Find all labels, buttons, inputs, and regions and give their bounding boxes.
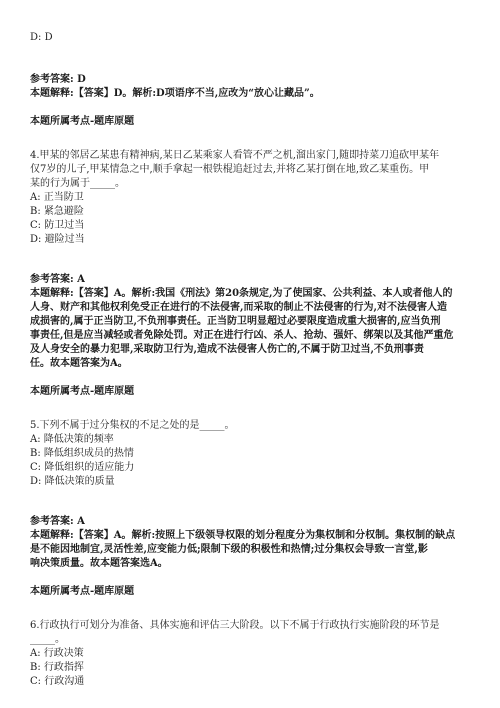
q4-explanation-line-1: 本题解释:【答案】A。解析:我国《刑法》第20条规定,为了使国家、公共利益、本人或者他人的 [30, 288, 453, 299]
q4-stem-line-1: 4.甲某的邻居乙某患有精神病,某日乙某乘家人看管不严之机,溜出家门,随即持菜刀追砍甲某年 [30, 150, 440, 161]
q4-option-b: B: 紧急避险 [30, 206, 84, 217]
q4-kaodian: 本题所属考点-题库原题 [30, 386, 135, 397]
q4-explanation-line-3: 成损害的,属于正当防卫,不负刑事责任。正当防卫明显超过必要限度造成重大损害的,应当负刑 [30, 316, 441, 327]
prev-kaodian: 本题所属考点-题库原题 [30, 116, 135, 127]
q5-option-d: D: 降低决策的质量 [30, 476, 115, 487]
q6-stem-line-2: _____。 [30, 634, 65, 645]
q4-explanation-line-5: 及人身安全的暴力犯罪,采取防卫行为,造成不法侵害人伤亡的,不属于防卫过当,不负刑事责 [30, 344, 424, 355]
q4-option-c: C: 防卫过当 [30, 220, 85, 231]
q5-explanation-line-3: 响决策质量。故本题答案选A。 [30, 558, 168, 569]
q4-stem-line-3: 某的行为属于_____。 [30, 178, 125, 189]
q6-stem-line-1: 6.行政执行可划分为准备、具体实施和评估三大阶段。以下不属于行政执行实施阶段的环节是 [30, 620, 440, 631]
q5-option-c: C: 降低组织的适应能力 [30, 462, 135, 473]
q4-explanation-line-2: 人身、财产和其他权利免受正在进行的不法侵害,而采取的制止不法侵害的行为,对不法侵害人造 [30, 302, 447, 313]
q4-answer: 参考答案: A [30, 274, 85, 285]
q4-explanation-line-6: 任。故本题答案为A。 [30, 358, 128, 369]
q6-option-c: C: 行政沟通 [30, 676, 85, 687]
q5-option-b: B: 降低组织成员的热情 [30, 448, 134, 459]
q5-explanation-line-2: 是不能因地制宜,灵活性差,应变能力低;限制下级的积极性和热情;过分集权会导致一言堂,影 [30, 544, 428, 555]
q5-option-a: A: 降低决策的频率 [30, 434, 114, 445]
q5-explanation-line-1: 本题解释:【答案】A。解析:按照上下级领导权限的划分程度分为集权制和分权制。集权制的缺点 [30, 530, 456, 541]
prev-explanation: 本题解释:【答案】D。解析:D项语序不当,应改为“放心让藏品”。 [30, 88, 320, 99]
q4-option-a: A: 正当防卫 [30, 192, 84, 203]
prev-option-d: D: D [30, 32, 53, 43]
q6-option-b: B: 行政指挥 [30, 662, 84, 673]
q5-kaodian: 本题所属考点-题库原题 [30, 586, 135, 597]
q5-stem: 5.下列不属于过分集权的不足之处的是_____。 [30, 420, 235, 431]
q4-option-d: D: 避险过当 [30, 234, 85, 245]
prev-answer: 参考答案: D [30, 74, 86, 85]
q6-option-a: A: 行政决策 [30, 648, 84, 659]
q4-explanation-line-4: 事责任,但是应当减轻或者免除处罚。对正在进行行凶、杀人、抢劫、强奸、绑架以及其他严重危 [30, 330, 454, 341]
q5-answer: 参考答案: A [30, 516, 85, 527]
q4-stem-line-2: 仅7岁的儿子,甲某情急之中,顺手拿起一根铁棍追赶过去,并将乙某打倒在地,致乙某重伤。甲 [30, 164, 430, 175]
